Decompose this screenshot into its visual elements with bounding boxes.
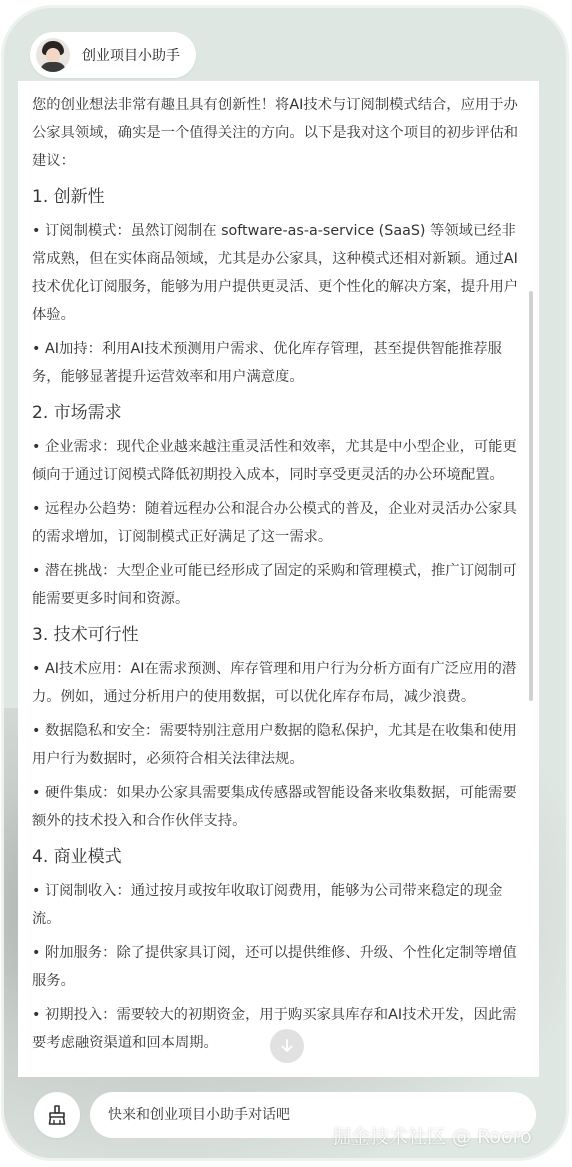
section-title: 2. 市场需求 <box>32 403 122 423</box>
section-title: 3. 技术可行性 <box>32 625 139 645</box>
list-item: • AI技术应用：AI在需求预测、库存管理和用户行为分析方面有广泛应用的潜力。例如，通过分析用户的使用数据，可以优化库存布局，减少浪费。 <box>32 661 517 705</box>
section-title: 4. 商业模式 <box>32 847 122 867</box>
arrow-down-icon <box>279 1038 295 1054</box>
list-item: • 潜在挑战：大型企业可能已经形成了固定的采购和管理模式，推广订阅制可能需要更多时间和资源。 <box>32 563 517 607</box>
list-item: • 订阅制模式：虽然订阅制在 software-as-a-service (SaaS) 等领域已经非常成熟，但在实体商品领域，尤其是办公家具，这种模式还相对新颖。通过AI技术优化订阅服务，能够为用户提供更灵活、更个性化的解决方案，提升用户体验。 <box>32 223 519 323</box>
list-item: • AI加持：利用AI技术预测用户需求、优化库存管理，甚至提供智能推荐服务，能够显著提升运营效率和用户满意度。 <box>32 341 502 385</box>
clear-chat-button[interactable] <box>34 1092 80 1138</box>
scroll-to-bottom-button[interactable] <box>270 1029 304 1063</box>
list-item: • 初期投入：需要较大的初期资金，用于购买家具库存和AI技术开发，因此需要考虑融资渠道和回本周期。 <box>32 1007 517 1051</box>
list-item: • 订阅制收入：通过按月或按年收取订阅费用，能够为公司带来稳定的现金流。 <box>32 883 503 927</box>
broom-icon <box>46 1104 68 1126</box>
message-intro: 您的创业想法非常有趣且具有创新性！将AI技术与订阅制模式结合，应用于办公家具领域，确实是一个值得关注的方向。以下是我对这个项目的初步评估和建议： <box>32 97 519 169</box>
assistant-name: 创业项目小助手 <box>82 48 180 64</box>
assistant-message <box>18 81 539 1057</box>
assistant-header-chip <box>30 32 196 78</box>
avatar <box>36 38 70 72</box>
scrollbar-thumb[interactable] <box>529 291 533 701</box>
list-item: • 附加服务：除了提供家具订阅，还可以提供维修、升级、个性化定制等增值服务。 <box>32 945 517 989</box>
list-item: • 硬件集成：如果办公家具需要集成传感器或智能设备来收集数据，可能需要额外的技术投入和合作伙伴支持。 <box>32 785 517 829</box>
watermark: 掘金技术社区 @ Rooro <box>332 1126 532 1148</box>
list-item: • 远程办公趋势：随着远程办公和混合办公模式的普及，企业对灵活办公家具的需求增加，订阅制模式正好满足了这一需求。 <box>32 501 517 545</box>
chat-message-panel[interactable] <box>18 81 539 1077</box>
section-title: 1. 创新性 <box>32 187 105 207</box>
list-item: • 企业需求：现代企业越来越注重灵活性和效率，尤其是中小型企业，可能更倾向于通过订阅模式降低初期投入成本，同时享受更灵活的办公环境配置。 <box>32 439 517 483</box>
list-item: • 数据隐私和安全：需要特别注意用户数据的隐私保护，尤其是在收集和使用用户行为数据时，必须符合相关法律法规。 <box>32 723 517 767</box>
